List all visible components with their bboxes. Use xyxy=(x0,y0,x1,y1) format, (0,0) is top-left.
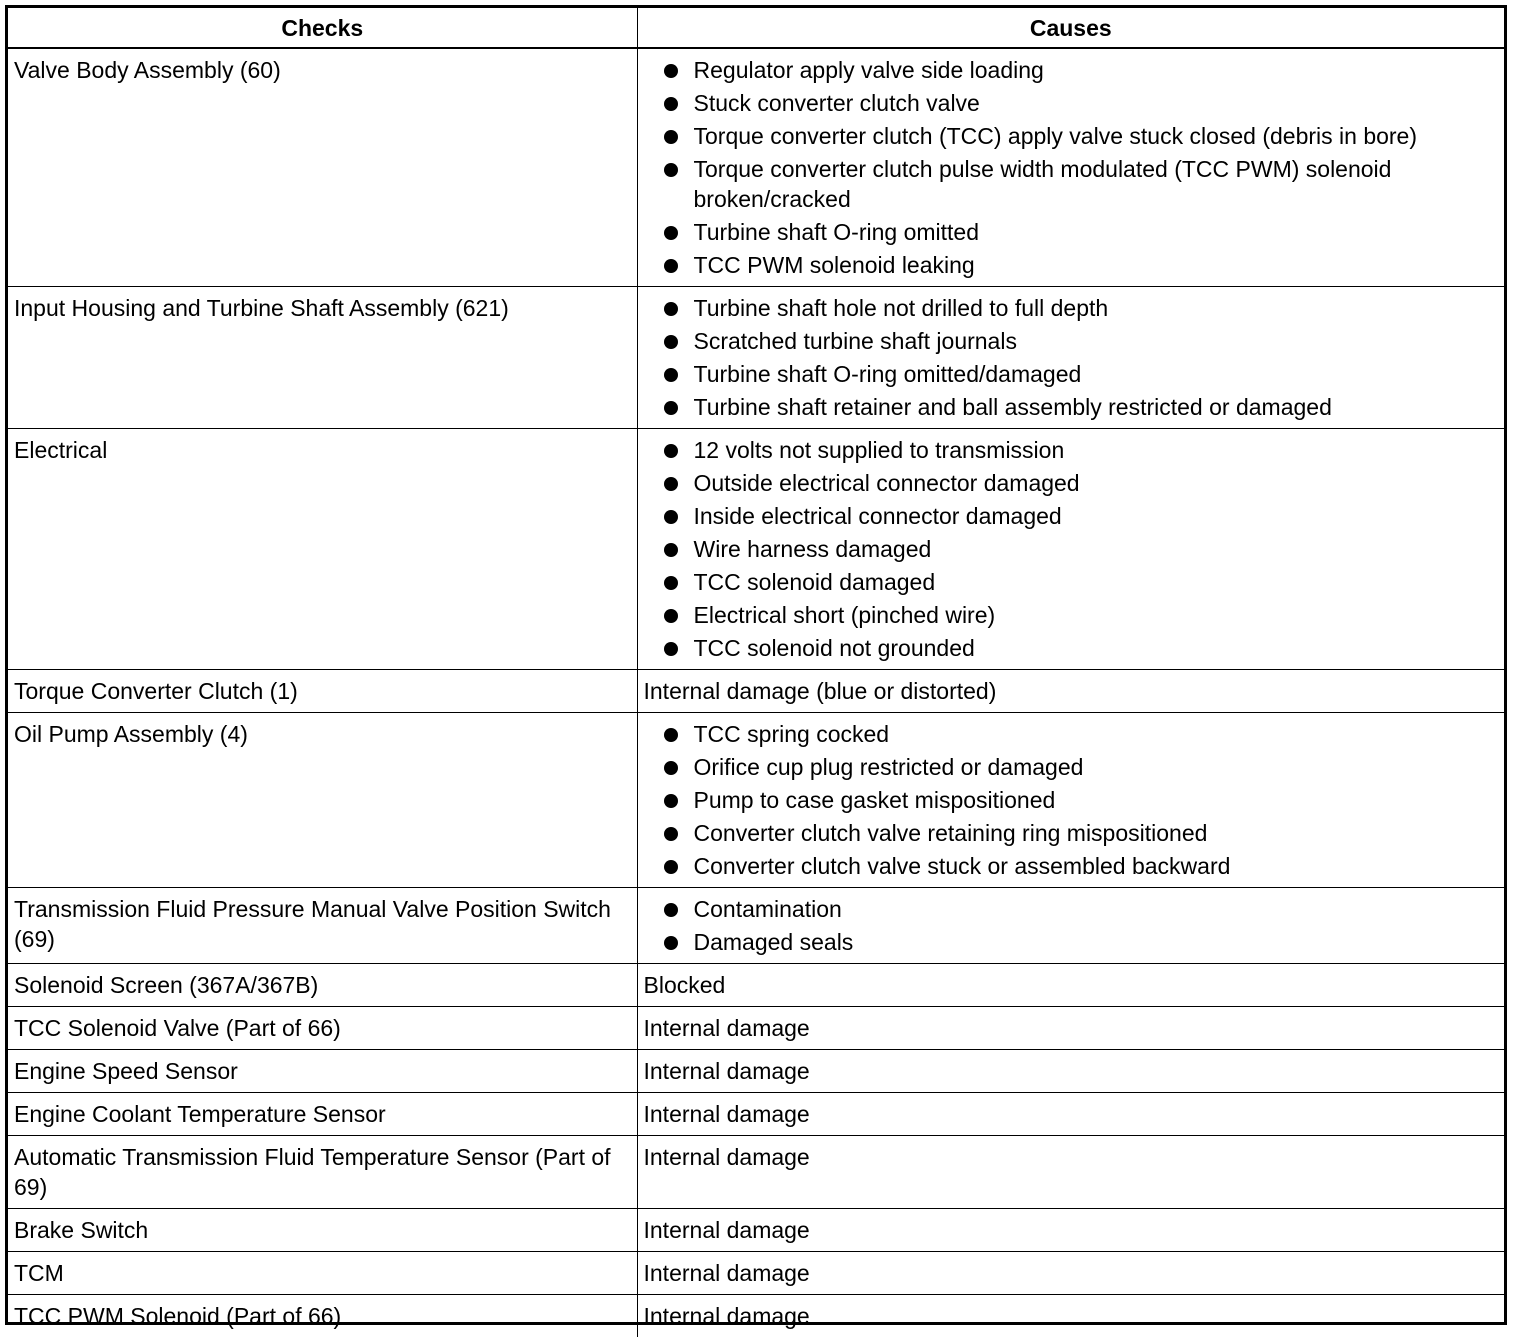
causes-cell xyxy=(637,429,1504,670)
check-cell: Oil Pump Assembly (4) xyxy=(8,713,637,888)
table-header-row xyxy=(8,8,1504,48)
check-cell: Automatic Transmission Fluid Temperature Sensor (Part of 69) xyxy=(8,1136,637,1209)
cause-item: Pump to case gasket mispositioned xyxy=(644,785,1499,815)
checks-causes-table xyxy=(8,8,1504,1337)
cause-item: Outside electrical connector damaged xyxy=(644,468,1499,498)
cause-list xyxy=(644,894,1499,957)
cause-item: TCC solenoid not grounded xyxy=(644,633,1499,663)
causes-cell xyxy=(637,713,1504,888)
cause-item: Orifice cup plug restricted or damaged xyxy=(644,752,1499,782)
cause-text-cell: Internal damage xyxy=(637,1209,1504,1252)
cause-item: Torque converter clutch (TCC) apply valve stuck closed (debris in bore) xyxy=(644,121,1499,151)
check-cell: Transmission Fluid Pressure Manual Valve Position Switch (69) xyxy=(8,888,637,964)
check-cell: TCC PWM Solenoid (Part of 66) xyxy=(8,1295,637,1337)
check-cell: Input Housing and Turbine Shaft Assembly (621) xyxy=(8,287,637,429)
cause-item: TCC solenoid damaged xyxy=(644,567,1499,597)
cause-item: Turbine shaft retainer and ball assembly restricted or damaged xyxy=(644,392,1499,422)
table-row xyxy=(8,287,1504,429)
cause-list xyxy=(644,435,1499,663)
cause-text-cell: Blocked xyxy=(637,964,1504,1007)
table-row xyxy=(8,1093,1504,1136)
check-cell: Brake Switch xyxy=(8,1209,637,1252)
table-row xyxy=(8,1136,1504,1209)
cause-item: TCC spring cocked xyxy=(644,719,1499,749)
cause-text-cell: Internal damage xyxy=(637,1093,1504,1136)
check-cell: TCM xyxy=(8,1252,637,1295)
cause-item: TCC PWM solenoid leaking xyxy=(644,250,1499,280)
cause-text-cell: Internal damage xyxy=(637,1007,1504,1050)
cause-list xyxy=(644,719,1499,881)
check-cell: TCC Solenoid Valve (Part of 66) xyxy=(8,1007,637,1050)
table-row xyxy=(8,713,1504,888)
table-row xyxy=(8,1252,1504,1295)
table-row xyxy=(8,48,1504,287)
table-row xyxy=(8,429,1504,670)
checks-causes-table-frame xyxy=(5,5,1507,1325)
check-cell: Engine Speed Sensor xyxy=(8,1050,637,1093)
check-cell: Engine Coolant Temperature Sensor xyxy=(8,1093,637,1136)
cause-item: Inside electrical connector damaged xyxy=(644,501,1499,531)
cause-item: Converter clutch valve stuck or assembled backward xyxy=(644,851,1499,881)
cause-item: Regulator apply valve side loading xyxy=(644,55,1499,85)
cause-item: Stuck converter clutch valve xyxy=(644,88,1499,118)
cause-item: Turbine shaft O-ring omitted/damaged xyxy=(644,359,1499,389)
cause-text-cell: Internal damage xyxy=(637,1136,1504,1209)
causes-cell xyxy=(637,287,1504,429)
table-row xyxy=(8,964,1504,1007)
check-cell: Valve Body Assembly (60) xyxy=(8,48,637,287)
cause-item: Turbine shaft hole not drilled to full depth xyxy=(644,293,1499,323)
table-row xyxy=(8,670,1504,713)
table-row xyxy=(8,888,1504,964)
cause-item: Converter clutch valve retaining ring mispositioned xyxy=(644,818,1499,848)
cause-text-cell: Internal damage (blue or distorted) xyxy=(637,670,1504,713)
table-row xyxy=(8,1295,1504,1337)
cause-item: Electrical short (pinched wire) xyxy=(644,600,1499,630)
check-cell: Torque Converter Clutch (1) xyxy=(8,670,637,713)
causes-cell xyxy=(637,888,1504,964)
table-row xyxy=(8,1209,1504,1252)
cause-text-cell: Internal damage xyxy=(637,1252,1504,1295)
table-row xyxy=(8,1007,1504,1050)
cause-item: Turbine shaft O-ring omitted xyxy=(644,217,1499,247)
header-causes: Causes xyxy=(637,8,1504,48)
causes-cell xyxy=(637,48,1504,287)
cause-item: Scratched turbine shaft journals xyxy=(644,326,1499,356)
cause-text-cell: Internal damage xyxy=(637,1295,1504,1337)
cause-item: Contamination xyxy=(644,894,1499,924)
header-checks: Checks xyxy=(8,8,637,48)
cause-text-cell: Internal damage xyxy=(637,1050,1504,1093)
cause-item: 12 volts not supplied to transmission xyxy=(644,435,1499,465)
cause-list xyxy=(644,55,1499,280)
cause-item: Damaged seals xyxy=(644,927,1499,957)
check-cell: Solenoid Screen (367A/367B) xyxy=(8,964,637,1007)
table-row xyxy=(8,1050,1504,1093)
check-cell: Electrical xyxy=(8,429,637,670)
cause-item: Torque converter clutch pulse width modulated (TCC PWM) solenoid broken/cracked xyxy=(644,154,1499,214)
cause-item: Wire harness damaged xyxy=(644,534,1499,564)
cause-list xyxy=(644,293,1499,422)
